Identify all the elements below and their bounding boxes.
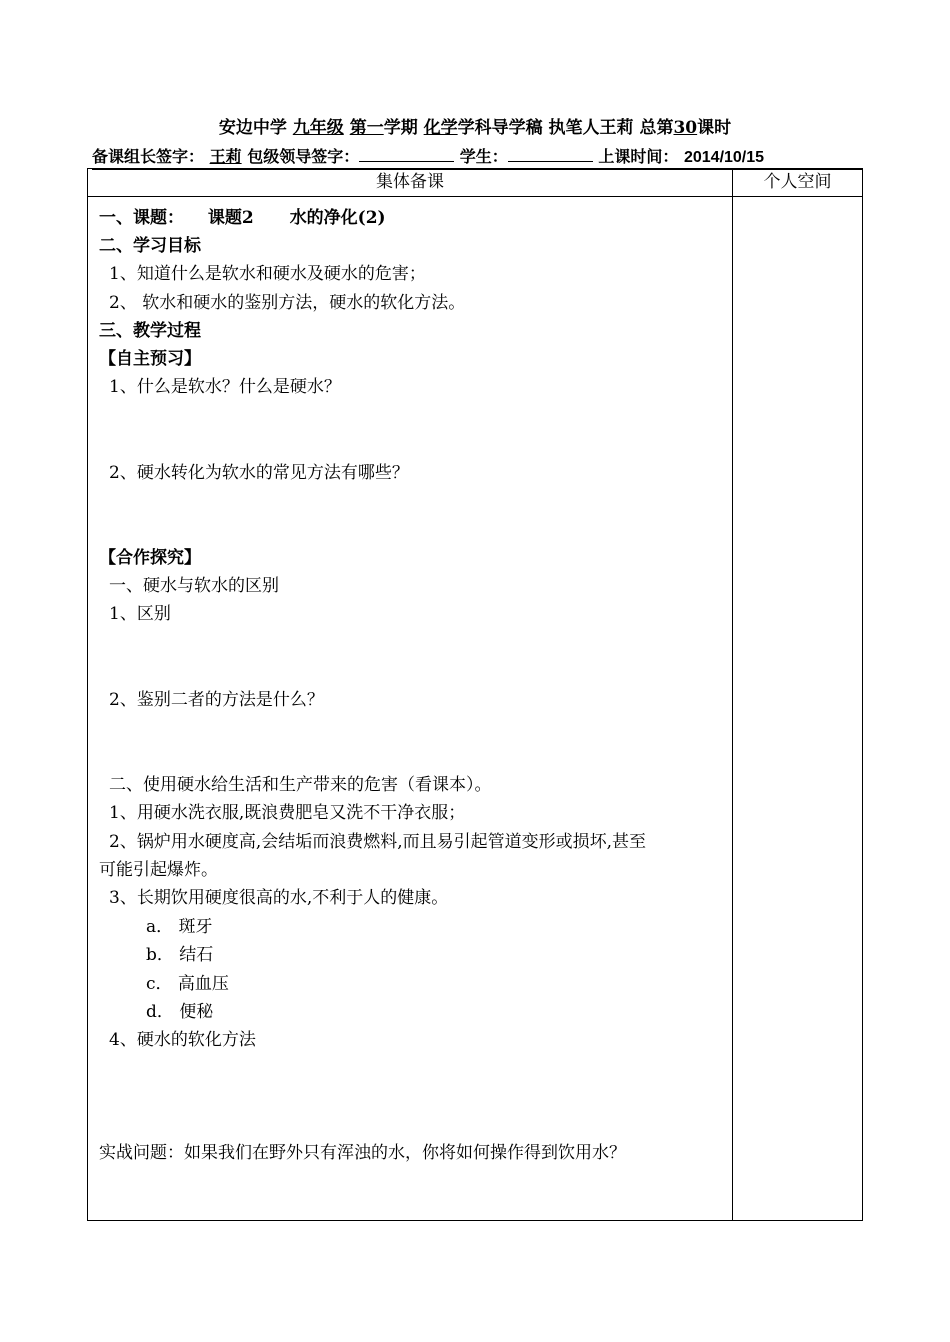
goal-2: 2、 软水和硬水的鉴别方法，硬水的软化方法。 (109, 293, 466, 313)
lesson-table (87, 168, 863, 1221)
author-prefix: 执笔人 (548, 118, 600, 138)
option-b: b． 结石 (146, 945, 214, 965)
topic-title: 水的净化(2) (289, 208, 386, 228)
option-d: d． 便秘 (146, 1002, 214, 1022)
harm-4: 4、硬水的软化方法 (109, 1030, 256, 1050)
subject-suffix: 学科导学稿 (457, 118, 543, 138)
school-name: 安边中学 (218, 118, 287, 138)
harm-2-line-1: 2、锅炉用水硬度高,会结垢而浪费燃料,而且易引起管道变形或损坏,甚至 (109, 832, 647, 852)
grade-leader-blank[interactable] (359, 147, 454, 162)
harm-2-line-2: 可能引起爆炸。 (99, 860, 218, 880)
student-blank[interactable] (508, 147, 593, 162)
subject: 化学 (423, 118, 458, 138)
leader-name: 王莉 (209, 147, 242, 166)
personal-header: 个人空间 (733, 169, 863, 197)
harm-3: 3、长期饮用硬度很高的水,不利于人的健康。 (109, 888, 449, 908)
personal-space-cell[interactable] (733, 197, 863, 1221)
topic-number: 课题2 (207, 208, 254, 228)
collective-header: 集体备课 (88, 169, 733, 197)
student-label: 学生： (459, 147, 508, 166)
grade-leader-label: 包级领导签字： (247, 147, 360, 166)
preview-question-1: 1、什么是软水？什么是硬水？ (109, 377, 341, 397)
leader-label: 备课组长签字： (92, 147, 205, 166)
harm-heading: 二、使用硬水给生活和生产带来的危害（看课本）。 (109, 775, 492, 795)
goal-1: 1、知道什么是软水和硬水及硬水的危害； (109, 264, 426, 284)
signature-line (92, 144, 862, 170)
explore-item-1-1: 1、区别 (109, 604, 171, 624)
collective-cell (88, 197, 733, 1221)
semester-suffix: 学期 (383, 118, 418, 138)
preview-heading: 【自主预习】 (99, 349, 201, 369)
option-c: c． 高血压 (146, 974, 229, 994)
lesson-suffix: 课时 (697, 118, 732, 138)
harm-1: 1、用硬水洗衣服,既浪费肥皂又洗不干净衣服； (109, 803, 466, 823)
option-a: a． 斑牙 (146, 917, 213, 937)
author: 王莉 (599, 118, 634, 138)
lesson-number: 30 (673, 118, 698, 138)
goals-heading: 二、学习目标 (99, 236, 201, 256)
grade: 九年级 (292, 118, 344, 138)
process-heading: 三、教学过程 (99, 321, 201, 341)
explore-heading: 【合作探究】 (99, 548, 201, 568)
class-time: 2014/10/15 (683, 149, 765, 166)
preview-question-2: 2、硬水转化为软水的常见方法有哪些？ (109, 463, 409, 483)
class-time-label: 上课时间： (598, 147, 679, 166)
topic-line (99, 203, 386, 228)
explore-item-1-2: 2、鉴别二者的方法是什么？ (109, 690, 324, 710)
total-prefix: 总第 (639, 118, 674, 138)
explore-item-1: 一、硬水与软水的区别 (109, 576, 279, 596)
semester: 第一 (349, 118, 384, 138)
practice-question: 实战问题：如果我们在野外只有浑浊的水，你将如何操作得到饮用水？ (99, 1143, 626, 1163)
doc-title-line (0, 113, 950, 138)
topic-label: 一、课题： (99, 208, 184, 228)
